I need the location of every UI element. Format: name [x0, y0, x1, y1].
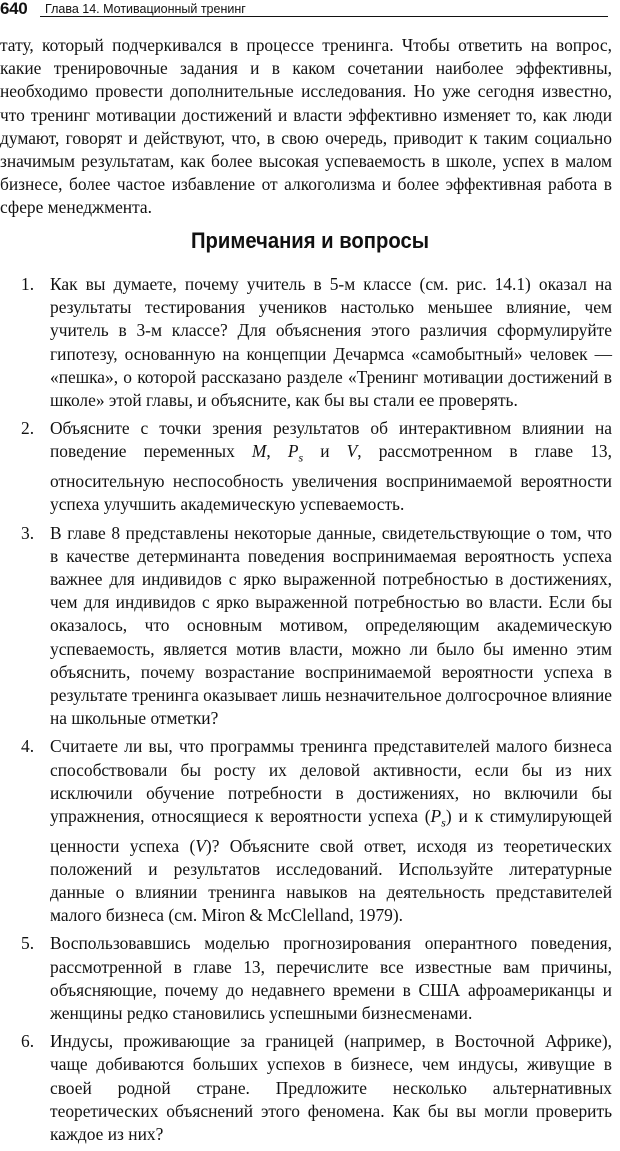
variable-p: P	[287, 441, 299, 462]
variable-v: V	[346, 441, 358, 462]
question-item-4	[0, 735, 612, 927]
question-text: Воспользовавшись моделью прогнозирования оперантного поведения, рассмотренной в главе 13, перечислите все известные вам причины, объясняющие, почему до недавнего времени в США афроамериканцы и женщины редко становились успешными бизнесменами.	[50, 933, 612, 1024]
question-item-2	[0, 417, 612, 516]
variable-p: P	[430, 805, 442, 826]
page-number: 640	[0, 0, 28, 18]
question-text	[50, 735, 612, 927]
variable-m: M	[251, 441, 267, 462]
question-item-1	[0, 273, 612, 412]
questions-list	[0, 273, 612, 1151]
question-text-part: Объясните с точки зрения результатов об интерактивном влиянии на поведение переменных	[50, 418, 612, 462]
question-number: 6.	[21, 1031, 35, 1052]
question-text-part: ) и к стимулирующей ценности успеха (	[50, 805, 612, 856]
question-number: 4.	[21, 736, 35, 757]
question-item-3	[0, 522, 612, 731]
question-text: В главе 8 представлены некоторые данные, свидетельствующие о том, что в качестве детерминанта поведения воспринимаемая вероятность успеха важнее для индивидов с ярко выраженной потребностью в достижениях, чем для индивидов с ярко выраженной потребностью во власти. Если бы оказалось, что основным мотивом, определяющим академическую успеваемость, является мотив власти, можно ли было бы именно этим объяснить, почему возрастание воспринимаемой вероятности успеха в результате тренинга оказывает лишь незначительное долгосрочное влияние на школьные отметки?	[50, 522, 612, 729]
variable-v: V	[195, 835, 206, 856]
question-number: 3.	[21, 522, 35, 543]
separator: ,	[266, 441, 288, 462]
page-header	[0, 0, 620, 22]
chapter-title: Глава 14. Мотивационный тренинг	[45, 2, 246, 16]
variable-p-subscript: s	[298, 450, 304, 465]
question-text-part: Считаете ли вы, что программы тренинга представителей малого бизнеса способствовали бы росту их деловой активности, если бы из них исключили обучение потребности в достижениях, но включили бы упражнения, относящиеся к вероятности успеха (	[50, 736, 612, 826]
question-text: Индусы, проживающие за границей (например, в Восточной Африке), чаще добиваются больших успехов в бизнесе, чем индусы, живущие в своей родной стране. Предложите несколько альтернативных теоретических объяснений этого феномена. Как бы вы могли проверить каждое из них?	[50, 1031, 612, 1145]
question-text	[50, 417, 612, 516]
intro-paragraph: тату, который подчеркивался в процессе тренинга. Чтобы ответить на вопрос, какие тренировочные задания и в каком сочетании наиболее эффективны, необходимо провести дополнительные исследования. Но уже сегодня известно, что тренинг мотивации достижений и власти эффективно изменяет то, как люди думают, говорят и действуют, что, в свою очередь, приводит к таким социально значимым результатам, как более высокая успеваемость в школе, успех в малом бизнесе, более частое избавление от алкоголизма и более эффективная работа в сфере менеджмента.	[0, 35, 612, 218]
header-rule	[40, 16, 608, 17]
question-text-part: )? Объясните свой ответ, исходя из теоретических положений и результатов исследований. Используйте литературные данные о влиянии тренинга навыков на деятельность представителей малого бизнеса (см. Miron & McClelland, 1979).	[50, 835, 612, 926]
question-number: 2.	[21, 418, 35, 439]
separator: и	[303, 441, 347, 462]
question-number: 1.	[21, 274, 35, 294]
question-text: Как вы думаете, почему учитель в 5-м классе (см. рис. 14.1) оказал на результаты тестирования учеников настолько меньшее влияние, чем учитель в 3-м классе? Для объяснения этого различия сформулируйте гипотезу, основанную на концепции Дечармса «самобытный» человек — «пешка», о которой рассказано разделе «Тренинг мотивации достижений в школе» этой главы, и объясните, как бы вы стали ее проверять.	[50, 274, 612, 411]
section-heading: Примечания и вопросы	[190, 228, 430, 253]
variable-p-subscript: s	[441, 815, 446, 830]
question-item-6	[0, 1030, 612, 1146]
question-number: 5.	[21, 933, 35, 954]
question-text-part: , рассмотренном в главе 13, относительную неспособность увеличения воспринимаемой вероятности успеха улучшить академическую успеваемость.	[50, 441, 612, 515]
